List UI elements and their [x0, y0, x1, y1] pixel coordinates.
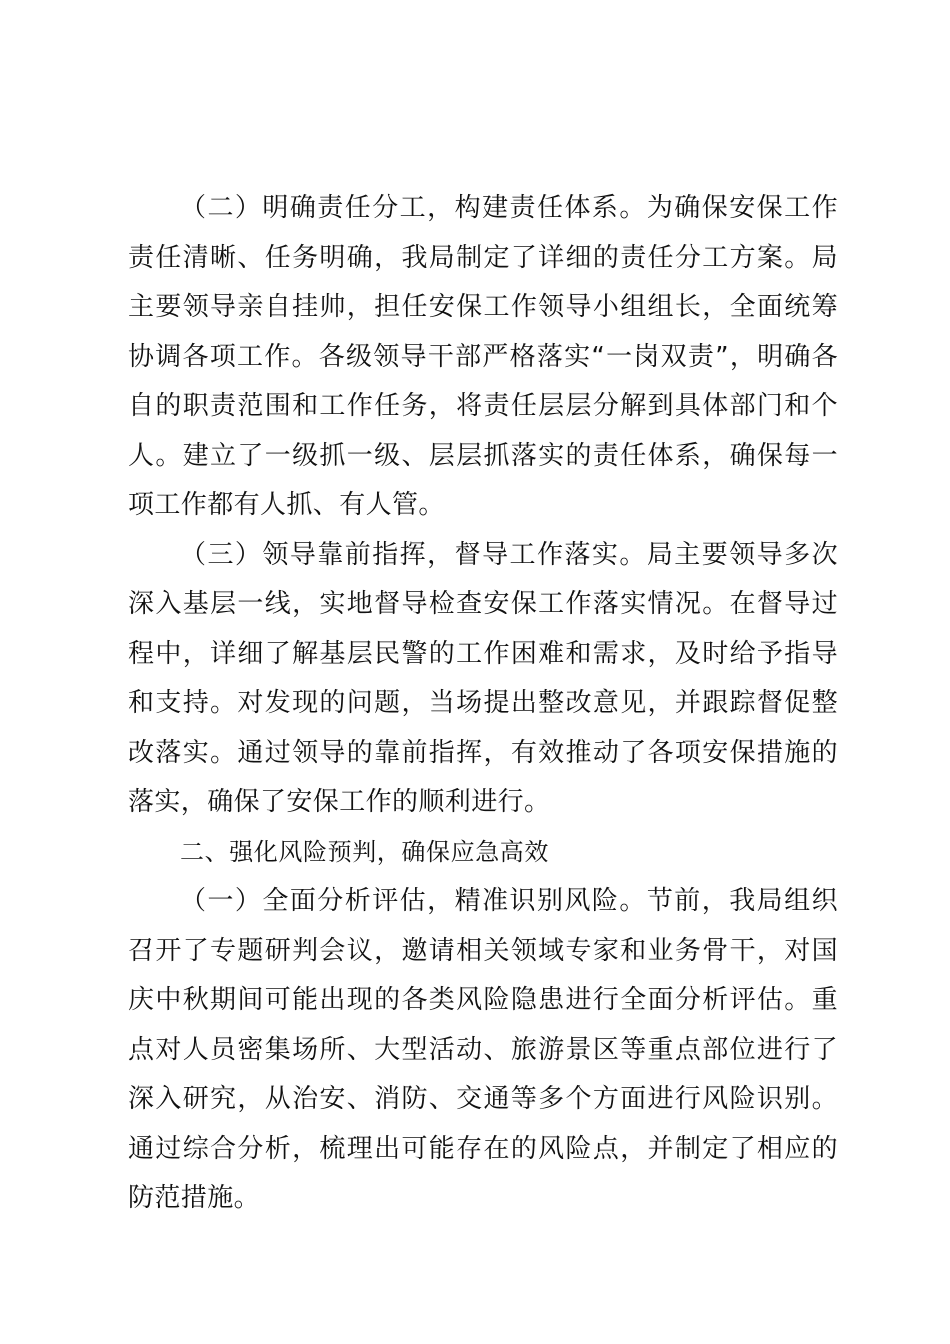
section-heading-risk-assessment: 二、强化风险预判，确保应急高效	[180, 837, 549, 866]
paragraph-leadership-command: （三）领导靠前指挥，督导工作落实。局主要领导多次深入基层一线，实地督导检查安保工作落实情况。在督导过程中，详细了解基层民警的工作困难和需求，及时给予指导和支持。对发现的问题，当场提出整改意见，并跟踪督促整改落实。通过领导的靠前指挥，有效推动了各项安保措施的落实，确保了安保工作的顺利进行。	[128, 539, 838, 817]
document-body	[128, 184, 838, 1224]
paragraph-risk-analysis: （一）全面分析评估，精准识别风险。节前，我局组织召开了专题研判会议，邀请相关领域专家和业务骨干，对国庆中秋期间可能出现的各类风险隐患进行全面分析评估。重点对人员密集场所、大型活动、旅游景区等重点部位进行了深入研究，从治安、消防、交通等多个方面进行风险识别。通过综合分析，梳理出可能存在的风险点，并制定了相应的防范措施。	[128, 886, 838, 1213]
paragraph-responsibility-division: （二）明确责任分工，构建责任体系。为确保安保工作责任清晰、任务明确，我局制定了详细的责任分工方案。局主要领导亲自挂帅，担任安保工作领导小组组长，全面统筹协调各项工作。各级领导干部严格落实“一岗双责”，明确各自的职责范围和工作任务，将责任层层分解到具体部门和个人。建立了一级抓一级、层层抓落实的责任体系，确保每一项工作都有人抓、有人管。	[128, 193, 838, 520]
